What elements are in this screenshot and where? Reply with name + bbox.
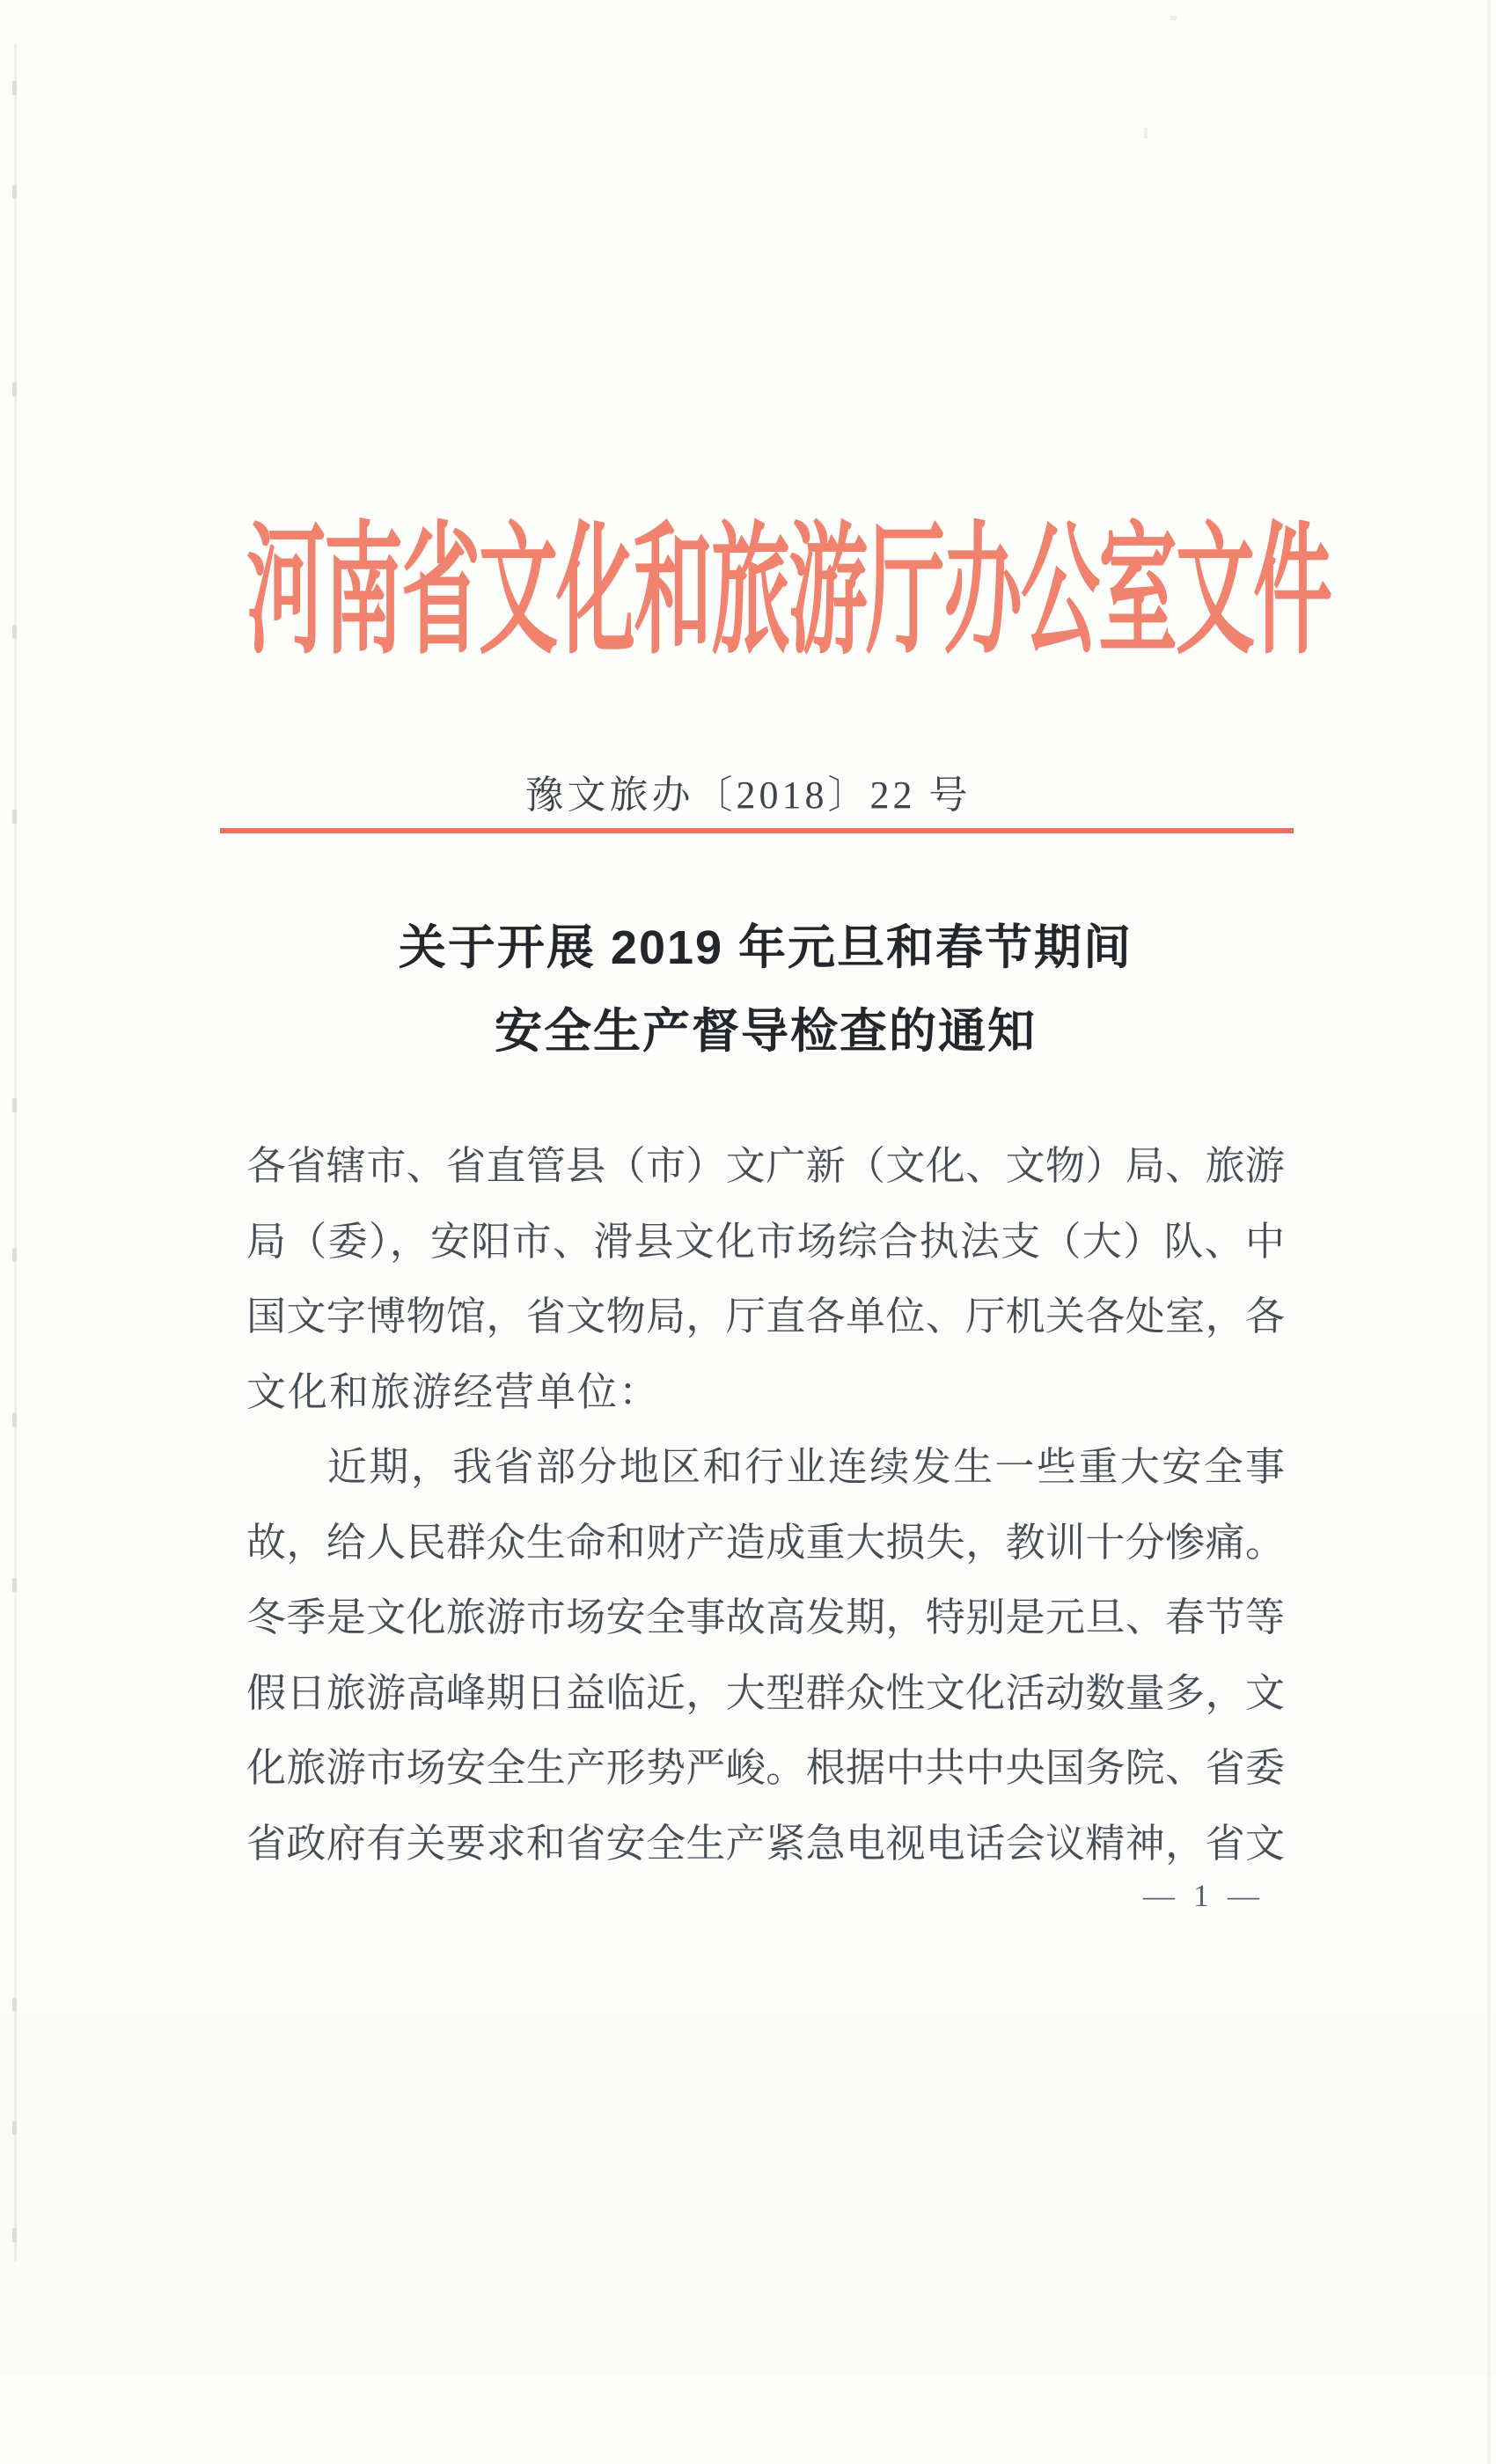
scan-artifact (12, 185, 17, 199)
notice-title-line-1: 关于开展 2019 年元旦和春节期间 (398, 921, 1133, 974)
letterhead-banner (246, 515, 1331, 672)
scan-artifact (12, 383, 17, 397)
scan-artifact (12, 810, 17, 824)
scan-artifact (12, 1248, 17, 1262)
body-line: 化旅游市场安全生产形势严峻。根据中共中央国务院、省委 (246, 1746, 1285, 1790)
scan-artifact (12, 1098, 17, 1112)
scan-speck (1170, 16, 1177, 20)
scan-artifact (12, 1578, 17, 1592)
scan-artifact (12, 625, 17, 639)
body-line: 各省辖市、省直管县（市）文广新（文化、文物）局、旅游 (246, 1144, 1285, 1188)
body-line: 文化和旅游经营单位： (246, 1369, 661, 1414)
notice-title (246, 906, 1285, 1074)
red-separator-rule (220, 828, 1294, 833)
body-line: 省政府有关要求和省安全生产紧急电视电话会议精神，省文 (246, 1821, 1285, 1866)
body-line: 冬季是文化旅游市场安全事故高发期，特别是元旦、春节等 (246, 1595, 1285, 1639)
notice-body (246, 1129, 1285, 1881)
body-line: 故，给人民群众生命和财产造成重大损失，教训十分惨痛。 (246, 1520, 1285, 1565)
scan-edge-line-left (14, 44, 17, 2262)
body-line: 假日旅游高峰期日益临近，大型群众性文化活动数量多，文 (246, 1670, 1285, 1715)
scan-artifact (12, 1412, 17, 1426)
body-line: 近期，我省部分地区和行业连续发生一些重大安全事 (327, 1445, 1285, 1489)
scan-artifact (12, 81, 17, 95)
scan-shade-band (0, 2013, 1496, 2376)
page-number: — 1 — (1143, 1878, 1265, 1913)
body-line: 局（委），安阳市、滑县文化市场综合执法支（大）队、中 (246, 1219, 1285, 1264)
scan-artifact (12, 1998, 17, 2012)
scan-speck (1144, 128, 1148, 138)
document-number: 豫文旅办〔2018〕22 号 (524, 774, 972, 817)
body-line: 国文字博物馆，省文物局，厅直各单位、厅机关各处室，各 (246, 1294, 1285, 1338)
notice-title-line-2: 安全生产督导检查的通知 (495, 1005, 1037, 1058)
letterhead-title: 河南省文化和旅游厅办公室文件 (246, 515, 1331, 672)
